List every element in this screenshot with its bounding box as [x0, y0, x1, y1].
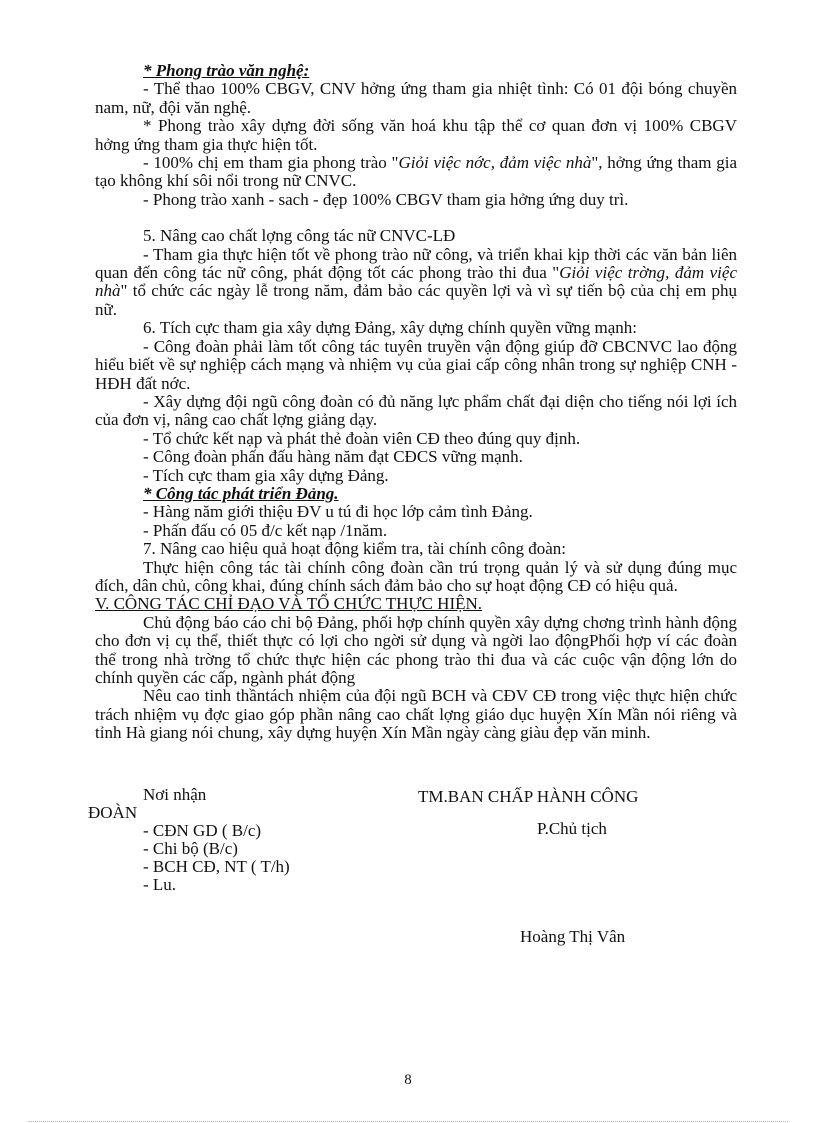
paragraph: - Phong trào xanh - sach - đẹp 100% CBGV tham gia hởng ứng duy trì.: [143, 189, 629, 209]
paragraph: - Xây dựng đội ngũ công đoàn có đủ năng lực phẩm chất đại diện cho tiếng nói lợi ích của đơn vị, nâng cao chất lợng giảng dạy.: [95, 391, 737, 430]
section-heading-7: 7. Nâng cao hiệu quả hoạt động kiểm tra, tài chính công đoàn:: [143, 539, 566, 559]
section-heading-phat-trien-dang: * Công tác phát triển Đảng.: [143, 483, 339, 503]
section-heading-v: V. CÔNG TÁC CHỈ ĐẠO VÀ TỔ CHỨC THỰC HIỆN.: [95, 594, 483, 614]
section-heading-5: 5. Nâng cao chất lợng công tác nữ CNVC-LĐ: [143, 226, 456, 246]
paragraph: Chủ động báo cáo chi bộ Đảng, phối hợp chính quyền xây dựng chơng trình hành động cho đơn vị cụ thể, thiết thực có lợi cho ngời sử dụng và ngời lao độngPhối hợp ví các đoàn thể trong nhà trờng tổ chức thực hiện các phong trào thi đua và các cuộc vận động lớn do chính quyền các cấp, ngành phát động: [95, 612, 737, 687]
paragraph: - Phấn đấu có 05 đ/c kết nạp /1năm.: [143, 520, 388, 540]
page-bottom-rule: [28, 1121, 788, 1122]
recipient-item: - Chi bộ (B/c): [143, 839, 238, 858]
noi-nhan-label: Nơi nhận: [143, 785, 207, 804]
section-heading-van-nghe: * Phong trào văn nghệ:: [143, 61, 310, 80]
recipient-item: - Lu.: [143, 875, 177, 894]
section-heading-6: 6. Tích cực tham gia xây dựng Đảng, xây dựng chính quyền vững mạnh:: [143, 318, 638, 338]
paragraph: - Tham gia thực hiện tốt về phong trào nữ công, và triển khai kịp thời các văn bản liên quan đến công tác nữ công, phát động tốt các phong trào thi đua "Giỏi việc trờng, đảm việc nhà" tổ chức các ngày lễ trong năm, đảm bảo các quyền lợi và vì sự tiến bộ của chị em phụ nữ.: [95, 244, 737, 319]
document-body: [95, 62, 737, 743]
paragraph: - Công đoàn phấn đấu hàng năm đạt CĐCS vững mạnh.: [143, 447, 523, 467]
page-number: 8: [404, 1072, 412, 1088]
paragraph: - Công đoàn phải làm tốt công tác tuyên truyền vận động giúp đỡ CBCNVC lao động hiểu biết về sự nghiệp cách mạng và nhiệm vụ của giai cấp công nhân trong sự nghiệp CNH - HĐH đất nớc.: [95, 336, 737, 393]
paragraph: Thực hiện công tác tài chính công đoàn cần trú trọng quản lý và sử dụng đúng mục đích, dân chủ, công khai, đúng chính sách đảm bảo cho sự hoạt động CĐ có hiệu quả.: [95, 557, 737, 595]
paragraph: Nêu cao tinh thầntách nhiệm của đội ngũ BCH và CĐV CĐ trong việc thực hiện chức trách nhiệm vụ đợc giao góp phần nâng cao chất lợng giáo dục huyện Xín Mần nói riêng và tỉnh Hà giang nói chung, xây dựng huyện Xín Mần ngày càng giàu đẹp văn minh.: [95, 686, 737, 743]
paragraph: - Tích cực tham gia xây dựng Đảng.: [143, 465, 389, 485]
recipient-item: - CĐN GD ( B/c): [143, 821, 262, 840]
paragraph: - Thể thao 100% CBGV, CNV hởng ứng tham gia nhiệt tình: Có 01 đội bóng chuyền nam, nữ, đội văn nghệ.: [95, 79, 737, 117]
signature-org: TM.BAN CHẤP HÀNH CÔNG: [418, 787, 639, 806]
paragraph: * Phong trào xây dựng đời sống văn hoá khu tập thể cơ quan đơn vị 100% CBGV hởng ứng tham gia thực hiện tốt.: [95, 116, 737, 154]
recipient-item: - BCH CĐ, NT ( T/h): [143, 857, 290, 876]
paragraph: - Hàng năm giới thiệu ĐV u tú đi học lớp cảm tình Đảng.: [143, 502, 533, 522]
signature-role: P.Chủ tịch: [537, 819, 607, 838]
paragraph: - 100% chị em tham gia phong trào "Giỏi việc nớc, đảm việc nhà", hởng ứng tham gia tạo không khí sôi nổi trong nữ CNVC.: [95, 153, 737, 191]
doan-label: ĐOÀN: [88, 803, 138, 822]
signature-name: Hoàng Thị Vân: [520, 927, 626, 946]
paragraph: - Tổ chức kết nạp và phát thẻ đoàn viên CĐ theo đúng quy định.: [143, 428, 581, 448]
